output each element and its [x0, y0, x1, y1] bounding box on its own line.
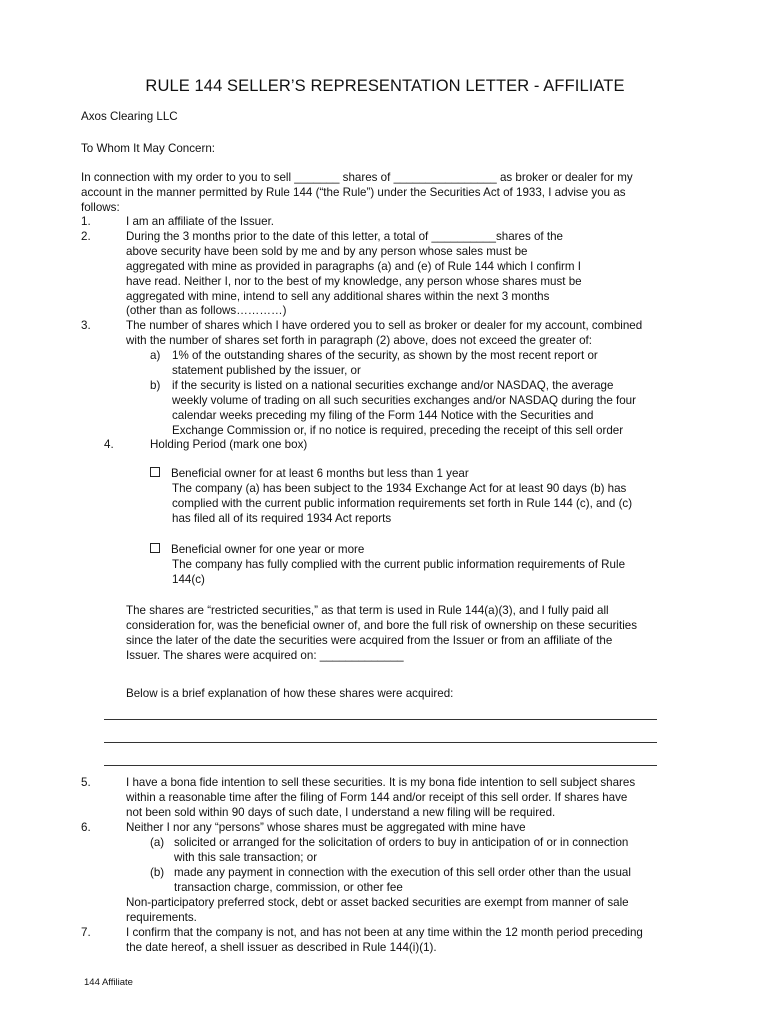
item-1-text: I am an affiliate of the Issuer.	[126, 215, 275, 228]
item-6-number: 6.	[81, 821, 91, 834]
item-5-line: within a reasonable time after the filing of Form 144 and/or receipt of this sell order. If shares have	[126, 791, 628, 804]
intro-line: In connection with my order to you to sell _______ shares of ________________ as broker or dealer for my	[81, 171, 633, 184]
restricted-line: consideration for, was the beneficial owner of, and bore the full risk of ownership on these securities	[126, 619, 638, 632]
restricted-line: The shares are “restricted securities,” as that term is used in Rule 144(a)(3), and I fully paid all	[126, 604, 609, 617]
page-footer: 144 Affiliate	[84, 977, 133, 988]
item-6-sub-b-line: transaction charge, commission, or other fee	[174, 881, 403, 894]
item-3-sub-b-line: Exchange Commission or, if no notice is required, preceding the receipt of this sell order	[172, 424, 624, 437]
holding-option-1-line: The company (a) has been subject to the 1934 Exchange Act for at least 90 days (b) has	[172, 482, 627, 495]
item-3-sub-b-line: if the security is listed on a national securities exchange and/or NASDAQ, the average	[172, 379, 614, 392]
explanation-line[interactable]	[104, 742, 657, 743]
explanation-label: Below is a brief explanation of how these shares were acquired:	[126, 687, 454, 700]
restricted-line: since the later of the date the securities were acquired from the Issuer or from an affiliate of the	[126, 634, 613, 647]
item-4-number: 4.	[104, 438, 114, 451]
checkbox-icon[interactable]	[150, 467, 160, 477]
restricted-line: Issuer. The shares were acquired on: _____________	[126, 649, 404, 662]
item-2-line: above security have been sold by me and by any person whose sales must be	[126, 245, 528, 258]
item-3-line: The number of shares which I have ordered you to sell as broker or dealer for my account, combined	[126, 319, 643, 332]
holding-option-2-line: 144(c)	[172, 573, 205, 586]
item-4-heading: Holding Period (mark one box)	[150, 438, 308, 451]
checkbox-icon[interactable]	[150, 543, 160, 553]
explanation-line[interactable]	[104, 719, 657, 720]
item-2-line: (other than as follows…………)	[126, 304, 287, 317]
salutation: To Whom It May Concern:	[81, 142, 216, 155]
holding-option-1[interactable]	[150, 466, 469, 481]
holding-option-2-line: The company has fully complied with the current public information requirements of Rule	[172, 558, 626, 571]
item-6-sub-b-line: made any payment in connection with the execution of this sell order other than the usual	[174, 866, 631, 879]
item-6-note-line: requirements.	[126, 911, 197, 924]
item-2-line: have read. Neither I, nor to the best of my knowledge, any person whose shares must be	[126, 275, 582, 288]
item-3-sub-b-label: b)	[150, 379, 161, 392]
holding-option-1-label: Beneficial owner for at least 6 months but less than 1 year	[171, 467, 469, 480]
item-6-sub-a-line: solicited or arranged for the solicitation of orders to buy in anticipation of or in connection	[174, 836, 629, 849]
explanation-line[interactable]	[104, 765, 657, 766]
item-2-line: During the 3 months prior to the date of this letter, a total of __________shares of the	[126, 230, 563, 243]
item-3-sub-a-label: a)	[150, 349, 161, 362]
item-3-number: 3.	[81, 319, 91, 332]
item-7-line: I confirm that the company is not, and has not been at any time within the 12 month period preceding	[126, 926, 643, 939]
item-7-line: the date hereof, a shell issuer as described in Rule 144(i)(1).	[126, 941, 437, 954]
item-6-sub-b-label: (b)	[150, 866, 165, 879]
item-3-sub-a-line: statement published by the issuer, or	[172, 364, 361, 377]
item-6-note-line: Non-participatory preferred stock, debt or asset backed securities are exempt from manner of sale	[126, 896, 629, 909]
item-3-sub-a-line: 1% of the outstanding shares of the security, as shown by the most recent report or	[172, 349, 598, 362]
item-2-number: 2.	[81, 230, 91, 243]
item-6-sub-a-line: with this sale transaction; or	[174, 851, 318, 864]
intro-line: follows:	[81, 201, 120, 214]
item-2-line: aggregated with mine as provided in paragraphs (a) and (e) of Rule 144 which I confirm I	[126, 260, 581, 273]
document-title: RULE 144 SELLER’S REPRESENTATION LETTER - AFFILIATE	[145, 77, 625, 95]
item-3-sub-b-line: weekly volume of trading on all such securities exchanges and/or NASDAQ during the four	[172, 394, 636, 407]
item-6-sub-a-label: (a)	[150, 836, 165, 849]
item-5-number: 5.	[81, 776, 91, 789]
addressee: Axos Clearing LLC	[81, 110, 178, 123]
holding-option-2-label: Beneficial owner for one year or more	[171, 543, 365, 556]
item-5-line: I have a bona fide intention to sell these securities. It is my bona fide intention to sell subject shares	[126, 776, 636, 789]
item-2-line: aggregated with mine, intend to sell any additional shares within the next 3 months	[126, 290, 550, 303]
holding-option-1-line: has filed all of its required 1934 Act reports	[172, 512, 392, 525]
holding-option-1-line: complied with the current public information requirements set forth in Rule 144 (c), and (c)	[172, 497, 633, 510]
item-3-sub-b-line: calendar weeks preceding my filing of the Form 144 Notice with the Securities and	[172, 409, 594, 422]
item-6-line: Neither I nor any “persons” whose shares must be aggregated with mine have	[126, 821, 526, 834]
item-7-number: 7.	[81, 926, 91, 939]
holding-option-2[interactable]	[150, 542, 364, 557]
item-3-line: with the number of shares set forth in paragraph (2) above, does not exceed the greater of:	[126, 334, 592, 347]
item-1-number: 1.	[81, 215, 91, 228]
intro-line: account in the manner permitted by Rule 144 (“the Rule”) under the Securities Act of 1933, I advise you as	[81, 186, 626, 199]
item-5-line: not been sold within 90 days of such date, I understand a new filing will be required.	[126, 806, 556, 819]
